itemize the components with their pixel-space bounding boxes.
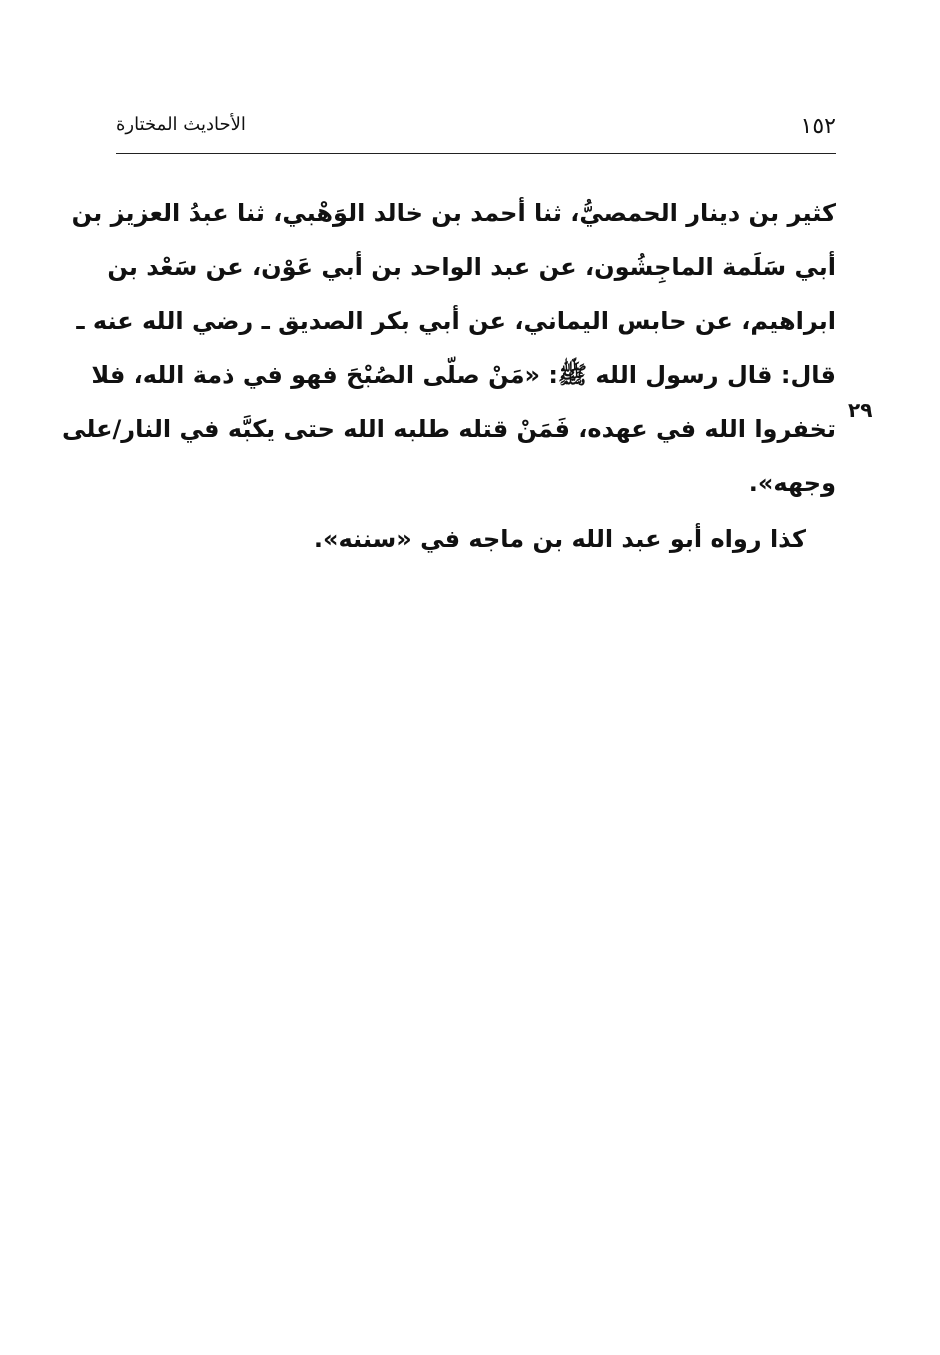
text-line: أبي سَلَمة الماجِشُون، عن عبد الواحد بن أبي عَوْن، عن سَعْد بن xyxy=(107,253,836,281)
margin-page-reference: ٢٩ xyxy=(848,398,873,422)
page-number: ١٥٢ xyxy=(800,114,836,139)
text-line: كثير بن دينار الحمصيُّ، ثنا أحمد بن خالد الوَهْبي، ثنا عبدُ العزيز بن xyxy=(71,199,836,227)
text-line: وجهه». xyxy=(748,469,836,497)
text-line: تخفروا الله في عهده، فَمَنْ قتله طلبه الله حتى يكبَّه في النار/على xyxy=(62,415,836,443)
text-line: قال: قال رسول الله ﷺ: «مَنْ صلّى الصُبْحَ فهو في ذمة الله، فلا xyxy=(91,361,836,389)
text-line: ابراهيم، عن حابس اليماني، عن أبي بكر الصديق ـ رضي الله عنه ـ xyxy=(76,307,836,335)
header-rule xyxy=(116,153,836,154)
book-title: الأحاديث المختارة xyxy=(116,114,246,135)
source-note: كذا رواه أبو عبد الله بن ماجه في «سننه». xyxy=(313,525,806,553)
hadith-text xyxy=(62,186,836,510)
running-head xyxy=(116,108,836,144)
